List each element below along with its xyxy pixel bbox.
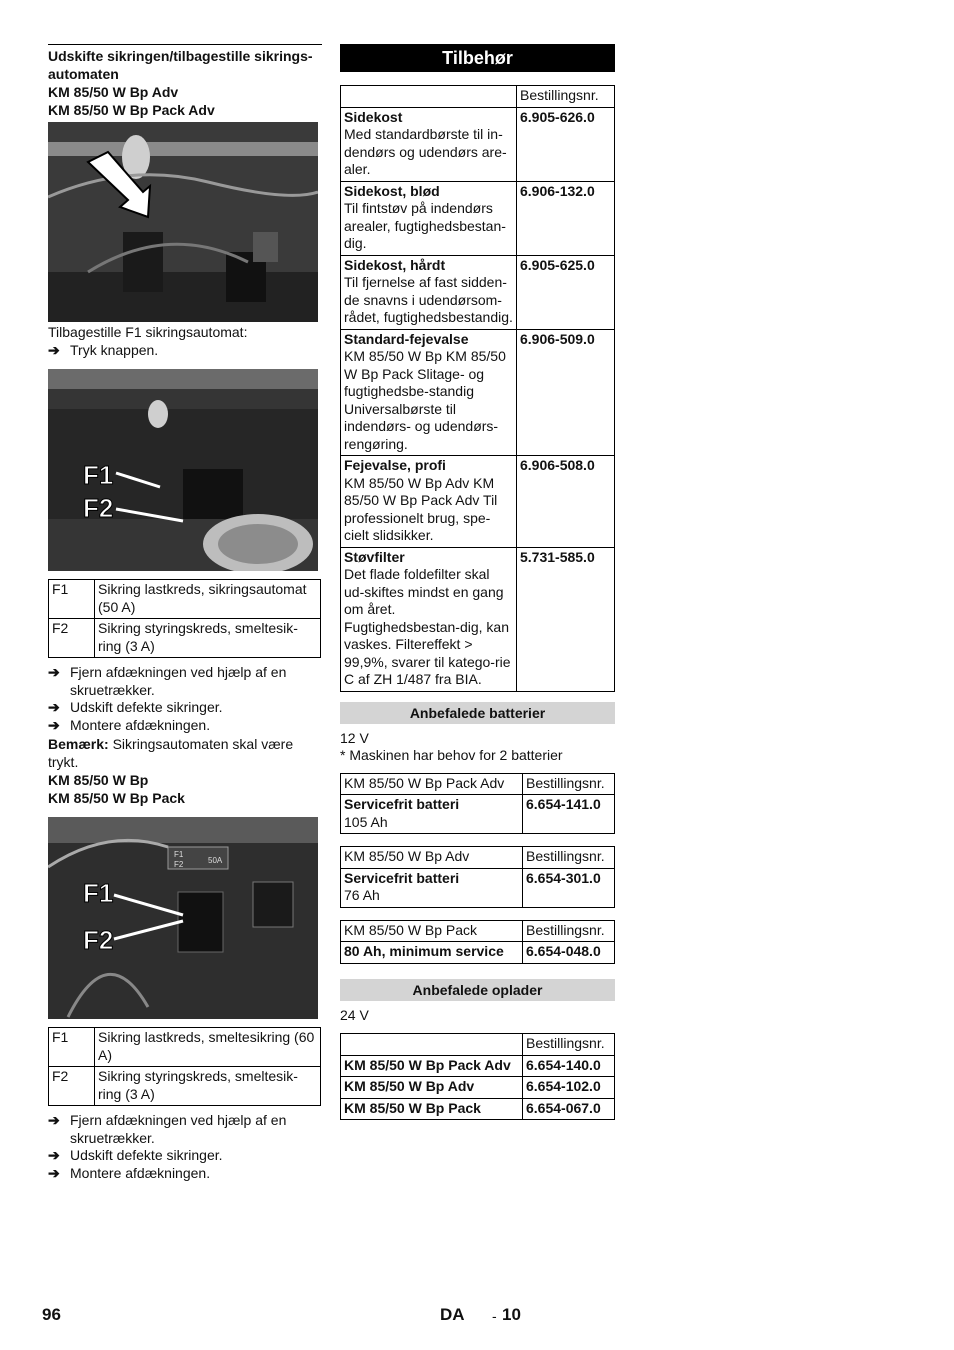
step-text: Montere afdækningen. (70, 716, 211, 733)
table-row (341, 868, 615, 907)
steps-list (48, 1112, 322, 1182)
fuse-desc: Sikring lastkreds, smeltesikring (60 A) (95, 1028, 321, 1067)
arrow-right-icon: ➔ (48, 1147, 60, 1163)
battery-table-pack-adv (340, 773, 615, 835)
charger-model: KM 85/50 W Bp Adv (341, 1077, 523, 1099)
model-label: KM 85/50 W Bp Adv (48, 84, 179, 100)
step-text: Fjern afdækningen ved hjælp af en skruetrækker. (70, 664, 287, 698)
accessory-number: 6.905-626.0 (517, 107, 615, 181)
fuse-key: F1 (49, 1028, 95, 1067)
step-text: Tryk knappen. (70, 341, 159, 358)
fuse-table-2 (48, 1027, 321, 1106)
battery-name: Servicefrit batteri (344, 796, 460, 812)
table-row (341, 456, 615, 548)
label-f1: F1 (83, 878, 114, 908)
table-header-row (341, 920, 615, 942)
photo-image (48, 122, 318, 322)
table-row (341, 107, 615, 181)
accessory-cell (341, 329, 517, 456)
model-label: KM 85/50 W Bp Pack Adv (48, 102, 215, 118)
step (48, 664, 322, 699)
battery-table-pack (340, 920, 615, 964)
header-cell-order: Bestillingsnr. (523, 847, 615, 869)
photo-image (48, 369, 318, 571)
accessories-table (340, 85, 615, 692)
battery-table-adv (340, 846, 615, 908)
table-row (49, 1067, 321, 1106)
note-text: Sikringsautomaten skal være trykt. (48, 736, 294, 770)
table-row (341, 547, 615, 691)
language-code: DA (440, 1305, 465, 1324)
photo-fuses-standard (48, 817, 318, 1019)
battery-name: 80 Ah, minimum service (341, 942, 523, 964)
label-f2: F2 (83, 493, 114, 523)
battery-cell (341, 795, 523, 834)
header-cell-order: Bestillingsnr. (523, 773, 615, 795)
accessory-cell (341, 107, 517, 181)
fuse-desc: Sikring styringskreds, smeltesik-ring (3 A) (95, 619, 321, 658)
table-row (49, 580, 321, 619)
charger-title: Anbefalede oplader (340, 979, 615, 1001)
accessory-desc: Til fjernelse af fast sidden-de snavns i udendørsom-rådet, fugtighedsbestandig. (344, 274, 513, 325)
note-label: Bemærk: (48, 736, 109, 752)
accessory-number: 6.906-509.0 (517, 329, 615, 456)
voltage-12: 12 V (340, 729, 369, 746)
accessory-number: 5.731-585.0 (517, 547, 615, 691)
battery-number: 6.654-048.0 (523, 942, 615, 964)
battery-name: Servicefrit batteri (344, 869, 460, 886)
header-cell-order: Bestillingsnr. (523, 1034, 615, 1056)
step (48, 1165, 322, 1183)
accessory-name: Sidekost (344, 108, 403, 125)
section-number: 10 (502, 1305, 521, 1324)
arrow-right-icon: ➔ (48, 716, 60, 733)
charger-model: KM 85/50 W Bp Pack Adv (341, 1055, 523, 1077)
accessory-name: Sidekost, hårdt (344, 256, 446, 273)
accessory-name: Sidekost, blød (344, 182, 440, 199)
step-text: Fjern afdækningen ved hjælp af en skruetrækker. (70, 1112, 287, 1146)
accessory-desc: Med standardbørste til in-dendørs og udendørs are-aler. (344, 126, 507, 177)
charger-number: 6.654-140.0 (523, 1055, 615, 1077)
charger-number: 6.654-102.0 (523, 1077, 615, 1099)
battery-number: 6.654-301.0 (523, 868, 615, 907)
accessory-cell (341, 181, 517, 255)
fuse-desc: Sikring lastkreds, sikringsautomat (50 A) (95, 580, 321, 619)
step-text: Udskift defekte sikringer. (70, 1147, 223, 1163)
table-row (341, 795, 615, 834)
arrow-right-icon: ➔ (48, 699, 60, 715)
table-row (341, 1055, 615, 1077)
step (48, 342, 322, 360)
table-header-row (341, 773, 615, 795)
table-header-row (341, 1034, 615, 1056)
header-cell-empty (341, 1034, 523, 1056)
battery-note: * Maskinen har behov for 2 batterier (340, 747, 563, 763)
label-f2: F2 (83, 925, 114, 955)
batteries-title: Anbefalede batterier (340, 702, 615, 724)
fuse-key: F2 (49, 619, 95, 658)
battery-model: KM 85/50 W Bp Pack (341, 920, 523, 942)
table-header-row (341, 847, 615, 869)
battery-number: 6.654-141.0 (523, 795, 615, 834)
accessory-cell (341, 255, 517, 329)
right-column (340, 44, 615, 1120)
note (48, 736, 322, 771)
charger-table (340, 1033, 615, 1120)
footer-dash: - (492, 1308, 497, 1324)
step-text: Montere afdækningen. (70, 1164, 211, 1181)
label-50a: 50A (208, 856, 223, 865)
step (48, 1147, 322, 1165)
accessory-name: Standard-fejevalse (344, 330, 469, 347)
accessory-name: Fejevalse, profi (344, 457, 446, 473)
battery-capacity: 105 Ah (344, 813, 388, 830)
accessory-desc: Til fintstøv på indendørs arealer, fugtighedsbestan-dig. (344, 200, 506, 251)
label-f1: F1 (83, 460, 114, 490)
battery-capacity: 76 Ah (344, 887, 380, 903)
steps-list (48, 664, 322, 734)
table-row (49, 619, 321, 658)
label-f2-small: F2 (174, 860, 184, 869)
fuse-desc: Sikring styringskreds, smeltesik-ring (3 A) (95, 1067, 321, 1106)
arrow-right-icon: ➔ (48, 1164, 60, 1181)
step (48, 717, 322, 735)
table-header-row (341, 86, 615, 108)
accessory-number: 6.906-508.0 (517, 456, 615, 548)
accessory-desc: KM 85/50 W Bp Adv KM 85/50 W Bp Pack Adv Til professionelt brug, spe-cielt slidsikker. (344, 474, 498, 543)
fuse-key: F1 (49, 580, 95, 619)
table-row (341, 1098, 615, 1120)
header-cell-empty (341, 86, 517, 108)
photo-fuses-adv (48, 369, 318, 571)
step-text: Udskift defekte sikringer. (70, 699, 223, 715)
accessory-number: 6.906-132.0 (517, 181, 615, 255)
photo-circuit-breaker-adv (48, 122, 318, 322)
accessory-desc: Det flade foldefilter skal ud-skiftes mindst en gang om året. Fugtighedsbestan-dig, kan vaskes. Filtereffekt > 99,9%, svarer til katego-rie C af ZH 1/487 fra BIA. (344, 566, 511, 687)
table-row (341, 1077, 615, 1099)
header-cell-order: Bestillingsnr. (523, 920, 615, 942)
step (48, 699, 322, 717)
table-row (341, 329, 615, 456)
accessory-number: 6.905-625.0 (517, 255, 615, 329)
battery-model: KM 85/50 W Bp Adv (341, 847, 523, 869)
arrow-right-icon: ➔ (48, 1112, 60, 1128)
accessories-title: Tilbehør (340, 44, 615, 72)
step (48, 1112, 322, 1147)
page-number: 96 (42, 1305, 61, 1324)
accessory-cell (341, 456, 517, 548)
table-row (341, 181, 615, 255)
battery-cell (341, 868, 523, 907)
left-column (48, 44, 322, 1182)
table-row (49, 1028, 321, 1067)
model-label: KM 85/50 W Bp (48, 772, 149, 788)
label-f1-small: F1 (174, 850, 184, 859)
model-label: KM 85/50 W Bp Pack (48, 790, 185, 806)
accessory-desc: KM 85/50 W Bp KM 85/50 W Bp Pack Slitage- og fugtighedsbe-standig Universalbørste til indendørs- og udendørs-rengøring. (344, 348, 506, 452)
charger-model: KM 85/50 W Bp Pack (341, 1098, 523, 1120)
accessory-name: Støvfilter (344, 548, 405, 565)
caption: Tilbagestille F1 sikringsautomat: (48, 324, 248, 340)
fuse-table-1 (48, 579, 321, 658)
table-row (341, 942, 615, 964)
photo-image (48, 817, 318, 1019)
charger-number: 6.654-067.0 (523, 1098, 615, 1120)
voltage-24: 24 V (340, 1006, 369, 1023)
battery-model: KM 85/50 W Bp Pack Adv (341, 773, 523, 795)
arrow-right-icon: ➔ (48, 664, 60, 680)
fuse-key: F2 (49, 1067, 95, 1106)
section-title: Udskifte sikringen/tilbagestille sikrings-automaten (48, 44, 322, 83)
accessory-cell (341, 547, 517, 691)
arrow-right-icon: ➔ (48, 341, 60, 358)
header-cell-order: Bestillingsnr. (517, 86, 615, 108)
table-row (341, 255, 615, 329)
